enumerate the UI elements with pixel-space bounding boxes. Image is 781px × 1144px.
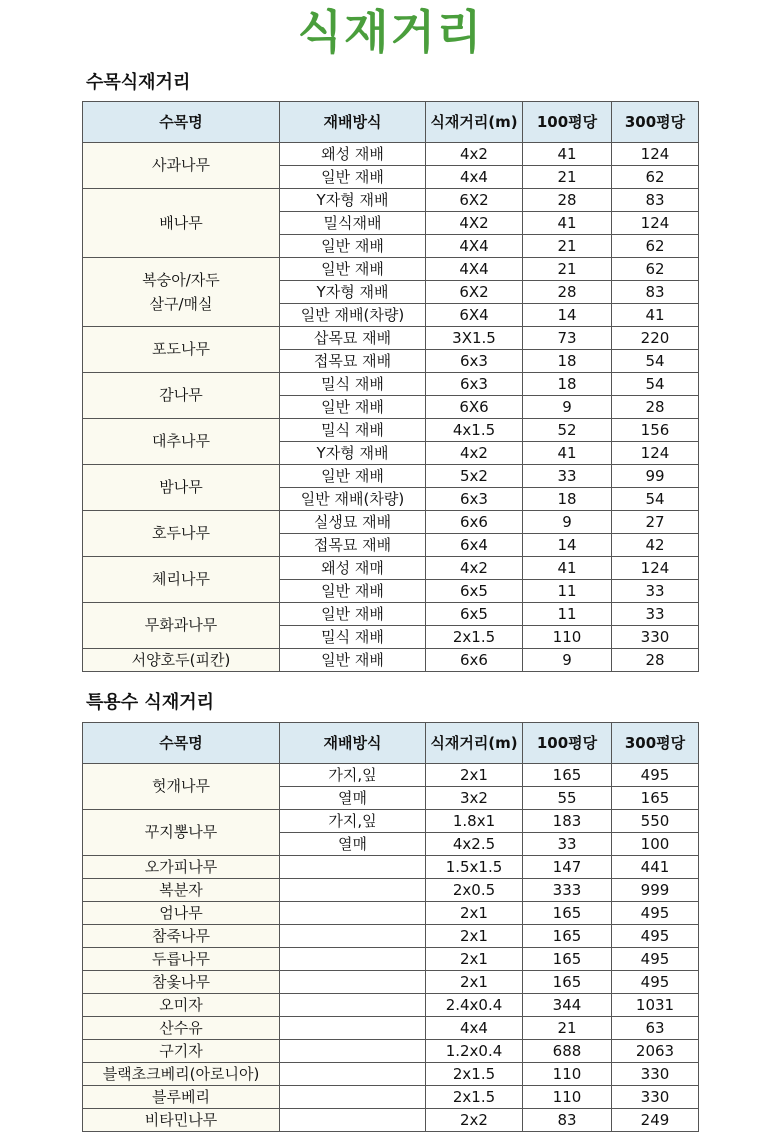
- per-300-pyeong-cell: 220: [612, 327, 699, 350]
- method-cell: [280, 856, 426, 879]
- table-row: [83, 373, 699, 396]
- per-100-pyeong-cell: 28: [523, 189, 612, 212]
- table-row: [83, 1109, 699, 1132]
- per-100-pyeong-cell: 165: [523, 948, 612, 971]
- tree-name-cell: [83, 373, 280, 419]
- per-100-pyeong-cell: 33: [523, 465, 612, 488]
- per-100-pyeong-cell: 73: [523, 327, 612, 350]
- per-300-pyeong-cell: 62: [612, 235, 699, 258]
- tree-name-cell: [83, 603, 280, 649]
- tree-name: 참죽나무: [152, 926, 210, 945]
- tree-name: 헛개나무: [152, 777, 210, 795]
- per-300-pyeong-cell: 42: [612, 534, 699, 557]
- tree-name-cell: [83, 810, 280, 856]
- distance-cell: 2x1: [426, 925, 523, 948]
- method-cell: [280, 902, 426, 925]
- distance-cell: 4x2: [426, 143, 523, 166]
- per-100-pyeong-cell: 18: [523, 488, 612, 511]
- tree-name-cell: [83, 327, 280, 373]
- per-300-pyeong-cell: 62: [612, 166, 699, 189]
- tree-name: 체리나무: [152, 570, 210, 588]
- table-row: [83, 465, 699, 488]
- per-100-pyeong-cell: 28: [523, 281, 612, 304]
- per-100-pyeong-cell: 14: [523, 534, 612, 557]
- table-row: [83, 925, 699, 948]
- header-100pyeong: 100평당: [523, 723, 612, 764]
- method-cell: [280, 948, 426, 971]
- method-cell: 일반 재배: [280, 258, 426, 281]
- distance-cell: 6x4: [426, 534, 523, 557]
- per-300-pyeong-cell: 495: [612, 764, 699, 787]
- distance-cell: 1.8x1: [426, 810, 523, 833]
- table-row: [83, 1017, 699, 1040]
- method-cell: 실생묘 재배: [280, 511, 426, 534]
- table-row: [83, 971, 699, 994]
- tree-name: 살구/매실: [149, 295, 213, 313]
- method-cell: 가지,잎: [280, 810, 426, 833]
- method-cell: 일반 재배: [280, 396, 426, 419]
- distance-cell: 4X4: [426, 235, 523, 258]
- tree-name: 구기자: [159, 1041, 203, 1060]
- distance-cell: 4x4: [426, 166, 523, 189]
- tree-name-cell: [83, 925, 280, 948]
- per-300-pyeong-cell: 249: [612, 1109, 699, 1132]
- distance-cell: 3x2: [426, 787, 523, 810]
- per-300-pyeong-cell: 83: [612, 281, 699, 304]
- tree-name: 산수유: [159, 1018, 203, 1037]
- per-100-pyeong-cell: 165: [523, 902, 612, 925]
- distance-cell: 4x2: [426, 442, 523, 465]
- per-300-pyeong-cell: 124: [612, 557, 699, 580]
- distance-cell: 6x6: [426, 511, 523, 534]
- per-300-pyeong-cell: 124: [612, 442, 699, 465]
- section-title-fruit-trees: 수목식재거리: [86, 72, 191, 93]
- distance-cell: 6x3: [426, 488, 523, 511]
- per-300-pyeong-cell: 156: [612, 419, 699, 442]
- per-300-pyeong-cell: 83: [612, 189, 699, 212]
- distance-cell: 6x6: [426, 649, 523, 672]
- table-row: [83, 948, 699, 971]
- per-100-pyeong-cell: 41: [523, 143, 612, 166]
- tree-name: 무화과나무: [144, 616, 218, 634]
- per-300-pyeong-cell: 27: [612, 511, 699, 534]
- per-300-pyeong-cell: 999: [612, 879, 699, 902]
- method-cell: Y자형 재배: [280, 189, 426, 212]
- header-300pyeong: 300평당: [612, 102, 699, 143]
- method-cell: [280, 1063, 426, 1086]
- per-300-pyeong-cell: 330: [612, 626, 699, 649]
- table-row: [83, 879, 699, 902]
- method-cell: 밀식재배: [280, 212, 426, 235]
- tree-name-cell: [83, 1086, 280, 1109]
- tree-name: 서양호두(피칸): [131, 650, 231, 669]
- distance-cell: 6X6: [426, 396, 523, 419]
- per-300-pyeong-cell: 41: [612, 304, 699, 327]
- tree-name-cell: [83, 419, 280, 465]
- per-300-pyeong-cell: 495: [612, 902, 699, 925]
- tree-name-cell: [83, 258, 280, 327]
- page-title: 식재거리: [297, 5, 484, 59]
- tree-name-cell: [83, 856, 280, 879]
- per-100-pyeong-cell: 110: [523, 1086, 612, 1109]
- per-300-pyeong-cell: 124: [612, 212, 699, 235]
- distance-cell: 6x3: [426, 373, 523, 396]
- method-cell: 왜성 재배: [280, 143, 426, 166]
- tree-name: 엄나무: [159, 903, 203, 922]
- table-row: [83, 994, 699, 1017]
- table-header-row: [83, 102, 699, 143]
- per-300-pyeong-cell: 63: [612, 1017, 699, 1040]
- method-cell: [280, 1017, 426, 1040]
- per-100-pyeong-cell: 165: [523, 764, 612, 787]
- section-title-special-trees: 특용수 식재거리: [86, 692, 214, 713]
- per-300-pyeong-cell: 495: [612, 971, 699, 994]
- tree-name: 복숭아/자두: [142, 271, 220, 289]
- method-cell: [280, 925, 426, 948]
- method-cell: 일반 재배: [280, 166, 426, 189]
- method-cell: 일반 재배: [280, 580, 426, 603]
- tree-name-cell: [83, 879, 280, 902]
- table-row: [83, 764, 699, 787]
- method-cell: [280, 971, 426, 994]
- per-300-pyeong-cell: 28: [612, 649, 699, 672]
- per-300-pyeong-cell: 33: [612, 580, 699, 603]
- per-100-pyeong-cell: 21: [523, 1017, 612, 1040]
- tree-name: 복분자: [159, 880, 203, 899]
- header-distance: 식재거리(m): [426, 723, 523, 764]
- distance-cell: 5x2: [426, 465, 523, 488]
- per-300-pyeong-cell: 54: [612, 350, 699, 373]
- header-method: 재배방식: [280, 723, 426, 764]
- tree-name: 비타민나무: [144, 1110, 218, 1129]
- tree-name-cell: [83, 1063, 280, 1086]
- method-cell: 일반 재배: [280, 603, 426, 626]
- tree-name: 포도나무: [152, 340, 210, 358]
- distance-cell: 2x2: [426, 1109, 523, 1132]
- table-row: [83, 327, 699, 350]
- tree-name-cell: [83, 189, 280, 258]
- method-cell: 일반 재배(차량): [280, 488, 426, 511]
- per-300-pyeong-cell: 495: [612, 948, 699, 971]
- header-100pyeong: 100평당: [523, 102, 612, 143]
- tree-name-cell: [83, 1109, 280, 1132]
- distance-cell: 2x1: [426, 764, 523, 787]
- tree-name-cell: [83, 143, 280, 189]
- per-100-pyeong-cell: 33: [523, 833, 612, 856]
- distance-cell: 4x2: [426, 557, 523, 580]
- table-row: [83, 419, 699, 442]
- distance-cell: 1.5x1.5: [426, 856, 523, 879]
- method-cell: 밀식 재배: [280, 419, 426, 442]
- distance-cell: 2x1: [426, 971, 523, 994]
- method-cell: 접목묘 재배: [280, 350, 426, 373]
- method-cell: 밀식 재배: [280, 373, 426, 396]
- method-cell: 일반 재배: [280, 649, 426, 672]
- per-300-pyeong-cell: 441: [612, 856, 699, 879]
- distance-cell: 2.4x0.4: [426, 994, 523, 1017]
- per-300-pyeong-cell: 100: [612, 833, 699, 856]
- tree-name: 배나무: [159, 213, 203, 232]
- per-100-pyeong-cell: 21: [523, 235, 612, 258]
- per-100-pyeong-cell: 83: [523, 1109, 612, 1132]
- distance-cell: 4X2: [426, 212, 523, 235]
- tree-name: 두릅나무: [152, 949, 210, 968]
- per-100-pyeong-cell: 41: [523, 442, 612, 465]
- table-row: [83, 557, 699, 580]
- per-100-pyeong-cell: 55: [523, 787, 612, 810]
- tree-name: 사과나무: [152, 156, 210, 174]
- table-row: [83, 810, 699, 833]
- tree-name: 호두나무: [152, 524, 210, 542]
- table-row: [83, 603, 699, 626]
- header-name: 수목명: [83, 102, 280, 143]
- per-300-pyeong-cell: 2063: [612, 1040, 699, 1063]
- distance-cell: 4X4: [426, 258, 523, 281]
- tree-name: 오가피나무: [144, 857, 218, 876]
- per-100-pyeong-cell: 147: [523, 856, 612, 879]
- per-300-pyeong-cell: 62: [612, 258, 699, 281]
- method-cell: 일반 재배(차량): [280, 304, 426, 327]
- table-row: [83, 1063, 699, 1086]
- table-row: [83, 856, 699, 879]
- method-cell: Y자형 재배: [280, 281, 426, 304]
- per-100-pyeong-cell: 9: [523, 511, 612, 534]
- distance-cell: 1.2x0.4: [426, 1040, 523, 1063]
- header-300pyeong: 300평당: [612, 723, 699, 764]
- per-100-pyeong-cell: 52: [523, 419, 612, 442]
- per-100-pyeong-cell: 21: [523, 166, 612, 189]
- tree-name: 감나무: [159, 386, 203, 404]
- header-distance: 식재거리(m): [426, 102, 523, 143]
- per-100-pyeong-cell: 333: [523, 879, 612, 902]
- tree-name: 밤나무: [159, 478, 203, 496]
- per-100-pyeong-cell: 11: [523, 603, 612, 626]
- distance-cell: 2x1.5: [426, 1086, 523, 1109]
- method-cell: 접목묘 재배: [280, 534, 426, 557]
- per-100-pyeong-cell: 165: [523, 925, 612, 948]
- distance-cell: 4x4: [426, 1017, 523, 1040]
- distance-cell: 2x1.5: [426, 1063, 523, 1086]
- method-cell: [280, 879, 426, 902]
- method-cell: 밀식 재배: [280, 626, 426, 649]
- per-100-pyeong-cell: 110: [523, 626, 612, 649]
- distance-cell: 6X2: [426, 281, 523, 304]
- per-100-pyeong-cell: 688: [523, 1040, 612, 1063]
- tree-name-cell: [83, 902, 280, 925]
- distance-cell: 2x0.5: [426, 879, 523, 902]
- method-cell: [280, 994, 426, 1017]
- table-row: [83, 1086, 699, 1109]
- tree-name: 블랙초크베리(아로니아): [102, 1064, 260, 1083]
- per-100-pyeong-cell: 11: [523, 580, 612, 603]
- per-300-pyeong-cell: 33: [612, 603, 699, 626]
- per-300-pyeong-cell: 99: [612, 465, 699, 488]
- special-tree-planting-table: [82, 722, 699, 1132]
- method-cell: 삽목묘 재배: [280, 327, 426, 350]
- tree-name-cell: [83, 764, 280, 810]
- table-row: [83, 189, 699, 212]
- per-300-pyeong-cell: 165: [612, 787, 699, 810]
- tree-name-cell: [83, 994, 280, 1017]
- per-300-pyeong-cell: 54: [612, 373, 699, 396]
- per-100-pyeong-cell: 165: [523, 971, 612, 994]
- tree-name-cell: [83, 649, 280, 672]
- tree-name-cell: [83, 971, 280, 994]
- table-row: [83, 511, 699, 534]
- method-cell: [280, 1040, 426, 1063]
- tree-name-cell: [83, 557, 280, 603]
- method-cell: 일반 재배: [280, 235, 426, 258]
- table-row: [83, 258, 699, 281]
- per-300-pyeong-cell: 495: [612, 925, 699, 948]
- distance-cell: 6x3: [426, 350, 523, 373]
- per-300-pyeong-cell: 54: [612, 488, 699, 511]
- per-100-pyeong-cell: 18: [523, 373, 612, 396]
- distance-cell: 2x1.5: [426, 626, 523, 649]
- tree-name-cell: [83, 511, 280, 557]
- per-100-pyeong-cell: 9: [523, 649, 612, 672]
- tree-name: 오미자: [159, 995, 203, 1014]
- tree-name-cell: [83, 1040, 280, 1063]
- per-300-pyeong-cell: 330: [612, 1063, 699, 1086]
- header-name: 수목명: [83, 723, 280, 764]
- per-100-pyeong-cell: 14: [523, 304, 612, 327]
- table-row: [83, 1040, 699, 1063]
- per-100-pyeong-cell: 41: [523, 212, 612, 235]
- table-row: [83, 649, 699, 672]
- method-cell: 왜성 재매: [280, 557, 426, 580]
- distance-cell: 4x2.5: [426, 833, 523, 856]
- distance-cell: 2x1: [426, 902, 523, 925]
- per-100-pyeong-cell: 21: [523, 258, 612, 281]
- distance-cell: 6X2: [426, 189, 523, 212]
- tree-name-cell: [83, 1017, 280, 1040]
- tree-name-cell: [83, 465, 280, 511]
- method-cell: 일반 재배: [280, 465, 426, 488]
- table-header-row: [83, 723, 699, 764]
- per-100-pyeong-cell: 183: [523, 810, 612, 833]
- distance-cell: 4x1.5: [426, 419, 523, 442]
- per-300-pyeong-cell: 1031: [612, 994, 699, 1017]
- method-cell: 열매: [280, 833, 426, 856]
- method-cell: Y자형 재배: [280, 442, 426, 465]
- table-row: [83, 143, 699, 166]
- per-300-pyeong-cell: 28: [612, 396, 699, 419]
- method-cell: 열매: [280, 787, 426, 810]
- tree-name-cell: [83, 948, 280, 971]
- distance-cell: 2x1: [426, 948, 523, 971]
- header-method: 재배방식: [280, 102, 426, 143]
- per-100-pyeong-cell: 18: [523, 350, 612, 373]
- per-100-pyeong-cell: 344: [523, 994, 612, 1017]
- method-cell: [280, 1109, 426, 1132]
- method-cell: [280, 1086, 426, 1109]
- distance-cell: 6x5: [426, 603, 523, 626]
- distance-cell: 6X4: [426, 304, 523, 327]
- fruit-tree-planting-table: [82, 101, 699, 672]
- tree-name: 블루베리: [152, 1087, 210, 1106]
- per-300-pyeong-cell: 124: [612, 143, 699, 166]
- distance-cell: 3X1.5: [426, 327, 523, 350]
- tree-name: 꾸지뽕나무: [144, 823, 218, 841]
- table-row: [83, 902, 699, 925]
- per-300-pyeong-cell: 550: [612, 810, 699, 833]
- tree-name: 참옻나무: [152, 972, 210, 991]
- per-300-pyeong-cell: 330: [612, 1086, 699, 1109]
- per-100-pyeong-cell: 9: [523, 396, 612, 419]
- tree-name: 대추나무: [152, 432, 210, 450]
- per-100-pyeong-cell: 41: [523, 557, 612, 580]
- per-100-pyeong-cell: 110: [523, 1063, 612, 1086]
- distance-cell: 6x5: [426, 580, 523, 603]
- method-cell: 가지,잎: [280, 764, 426, 787]
